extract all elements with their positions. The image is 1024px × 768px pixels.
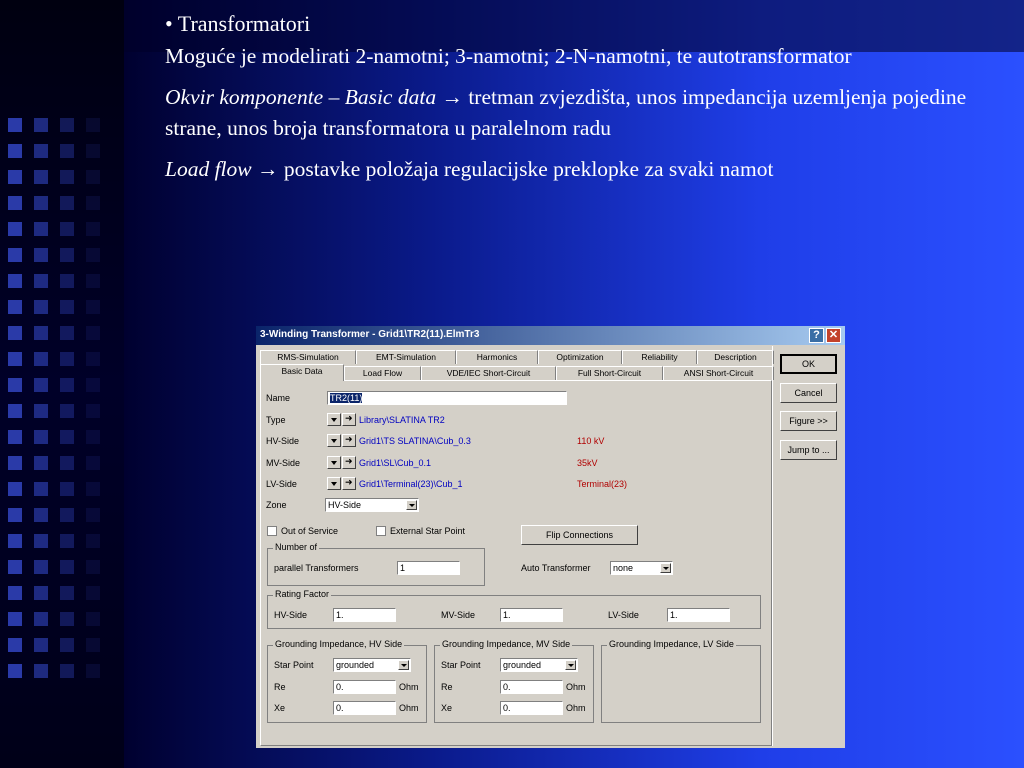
decorative-square [60, 300, 74, 314]
decorative-square [34, 638, 48, 652]
hv-jump-button[interactable] [342, 434, 356, 447]
decorative-square [8, 326, 22, 340]
decorative-square-row [8, 638, 128, 664]
decorative-square [60, 196, 74, 210]
decorative-square [8, 586, 22, 600]
decorative-square [34, 482, 48, 496]
decorative-square-row [8, 664, 128, 690]
decorative-square-row [8, 404, 128, 430]
decorative-square [86, 534, 100, 548]
decorative-square [86, 456, 100, 470]
decorative-square [34, 534, 48, 548]
decorative-square [60, 638, 74, 652]
hv-xe-input[interactable]: 0. [333, 701, 396, 715]
decorative-square [86, 144, 100, 158]
out-of-service-checkbox[interactable] [267, 526, 277, 536]
cancel-button[interactable]: Cancel [780, 383, 837, 403]
tab-full-short-circuit[interactable]: Full Short-Circuit [556, 366, 663, 380]
decorative-square [8, 664, 22, 678]
mv-side-label: MV-Side [266, 458, 301, 468]
decorative-square [34, 456, 48, 470]
slide-text [165, 8, 995, 195]
mv-star-point-select[interactable] [500, 658, 578, 672]
mv-xe-input[interactable]: 0. [500, 701, 563, 715]
decorative-square [60, 222, 74, 236]
grounding-hv-caption: Grounding Impedance, HV Side [275, 639, 403, 649]
decorative-square [86, 482, 100, 496]
decorative-square-row [8, 586, 128, 612]
decorative-square [60, 560, 74, 574]
decorative-square [34, 508, 48, 522]
external-star-point-checkbox[interactable] [376, 526, 386, 536]
decorative-square [60, 274, 74, 288]
decorative-square [34, 222, 48, 236]
decorative-square [60, 248, 74, 262]
decorative-square [86, 586, 100, 600]
tab-reliability[interactable]: Reliability [622, 350, 697, 364]
tab-harmonics[interactable]: Harmonics [456, 350, 538, 364]
decorative-square [60, 664, 74, 678]
basic-data-panel [260, 380, 772, 746]
lv-side-value[interactable]: Grid1\Terminal(23)\Cub_1 [359, 479, 463, 489]
decorative-square [86, 430, 100, 444]
auto-transformer-select[interactable] [610, 561, 673, 575]
decorative-square-row [8, 326, 128, 352]
decorative-square [8, 118, 22, 132]
decorative-square [86, 326, 100, 340]
decorative-square [8, 482, 22, 496]
decorative-square [34, 326, 48, 340]
flip-connections-button[interactable]: Flip Connections [521, 525, 638, 545]
decorative-square-row [8, 352, 128, 378]
paragraph-3-italic: Load flow [165, 157, 252, 181]
decorative-square-row [8, 378, 128, 404]
tab-basic-data[interactable]: Basic Data [260, 364, 344, 381]
hv-re-label: Re [274, 682, 286, 692]
hv-re-unit: Ohm [399, 682, 419, 692]
decorative-square [86, 222, 100, 236]
name-label: Name [266, 393, 291, 403]
chevron-down-icon [398, 660, 409, 670]
type-value[interactable]: Library\SLATINA TR2 [359, 415, 445, 425]
decorative-square [86, 508, 100, 522]
tab-vde-iec-short-circuit[interactable]: VDE/IEC Short-Circuit [421, 366, 556, 380]
decorative-square [8, 378, 22, 392]
paragraph-2-rest: → tretman zvjezdišta, unos impedancija uzemljenja pojedine strane, unos broja transformatora u paralelnom radu [165, 85, 967, 140]
decorative-square-row [8, 170, 128, 196]
hv-re-input[interactable]: 0. [333, 680, 396, 694]
grounding-lv-group [601, 639, 761, 723]
decorative-square [34, 664, 48, 678]
rating-hv-input[interactable]: 1. [333, 608, 396, 622]
type-select-button[interactable] [327, 413, 341, 426]
hv-side-info: 110 kV [577, 436, 605, 446]
external-star-point-label: External Star Point [390, 526, 466, 536]
tab-description[interactable]: Description [697, 350, 774, 364]
hv-star-point-label: Star Point [274, 660, 314, 670]
decorative-square-row [8, 222, 128, 248]
paragraph-3 [165, 154, 995, 185]
mv-select-button[interactable] [327, 456, 341, 469]
rating-hv-label: HV-Side [274, 610, 308, 620]
parallel-transformers-label: parallel Transformers [274, 563, 359, 573]
lv-side-label: LV-Side [266, 479, 297, 489]
decorative-square [8, 638, 22, 652]
jump-to-button[interactable]: Jump to ... [780, 440, 837, 460]
side-separator [772, 346, 773, 746]
decorative-square-row [8, 560, 128, 586]
type-jump-button[interactable] [342, 413, 356, 426]
decorative-square [34, 300, 48, 314]
decorative-square [8, 612, 22, 626]
name-value: TR2(11) [330, 393, 363, 403]
decorative-square [8, 534, 22, 548]
decorative-square [34, 144, 48, 158]
decorative-square [86, 378, 100, 392]
rating-mv-label: MV-Side [441, 610, 476, 620]
decorative-square [60, 534, 74, 548]
decorative-square [34, 352, 48, 366]
decorative-square [8, 222, 22, 236]
decorative-square [86, 274, 100, 288]
zone-value: HV-Side [328, 500, 362, 510]
decorative-square-row [8, 196, 128, 222]
decorative-square [34, 248, 48, 262]
decorative-square [60, 456, 74, 470]
decorative-square [60, 352, 74, 366]
decorative-square [8, 248, 22, 262]
decorative-square [34, 170, 48, 184]
tab-emt-simulation[interactable]: EMT-Simulation [356, 350, 456, 364]
decorative-square [86, 560, 100, 574]
tab-load-flow[interactable]: Load Flow [344, 366, 421, 380]
decorative-square [86, 612, 100, 626]
hv-xe-label: Xe [274, 703, 286, 713]
mv-jump-button[interactable] [342, 456, 356, 469]
decorative-square [8, 456, 22, 470]
decorative-square [86, 664, 100, 678]
decorative-square [86, 248, 100, 262]
decorative-square [34, 274, 48, 288]
decorative-square [8, 508, 22, 522]
hv-star-point-value: grounded [336, 660, 375, 670]
mv-side-value[interactable]: Grid1\SL\Cub_0.1 [359, 458, 432, 468]
tab-optimization[interactable]: Optimization [538, 350, 622, 364]
auto-transformer-label: Auto Transformer [521, 563, 591, 573]
decorative-square [86, 352, 100, 366]
tab-rms-simulation[interactable]: RMS-Simulation [260, 350, 356, 364]
decorative-square-row [8, 118, 128, 144]
figure-button[interactable]: Figure >> [780, 411, 837, 431]
decorative-square [60, 482, 74, 496]
decorative-square [34, 196, 48, 210]
decorative-square [34, 404, 48, 418]
decorative-square [8, 170, 22, 184]
name-input[interactable] [327, 391, 567, 405]
lv-side-info: Terminal(23) [577, 479, 628, 489]
decorative-square-row [8, 612, 128, 638]
decorative-square [86, 196, 100, 210]
decorative-square [60, 586, 74, 600]
grounding-lv-caption: Grounding Impedance, LV Side [609, 639, 734, 649]
decorative-square [86, 638, 100, 652]
decorative-square [8, 144, 22, 158]
mv-side-info: 35kV [577, 458, 598, 468]
decorative-square [86, 170, 100, 184]
hv-side-value[interactable]: Grid1\TS SLATINA\Cub_0.3 [359, 436, 471, 446]
rating-mv-input[interactable]: 1. [500, 608, 563, 622]
decorative-square [8, 196, 22, 210]
hv-star-point-select[interactable] [333, 658, 411, 672]
help-button[interactable]: ? [809, 328, 824, 343]
decorative-square [8, 274, 22, 288]
decorative-square [60, 326, 74, 340]
grounding-mv-caption: Grounding Impedance, MV Side [442, 639, 571, 649]
decorative-square [34, 586, 48, 600]
decorative-square [60, 404, 74, 418]
decorative-square-row [8, 430, 128, 456]
chevron-down-icon [406, 500, 417, 510]
paragraph-3-rest: → postavke položaja regulacijske preklopke za svaki namot [251, 157, 774, 181]
chevron-down-icon [660, 563, 671, 573]
lv-select-button[interactable] [327, 477, 341, 490]
mv-xe-unit: Ohm [566, 703, 586, 713]
decorative-square [34, 430, 48, 444]
hv-side-label: HV-Side [266, 436, 300, 446]
mv-re-input[interactable]: 0. [500, 680, 563, 694]
hv-select-button[interactable] [327, 434, 341, 447]
decorative-square [60, 170, 74, 184]
decorative-square [86, 404, 100, 418]
zone-label: Zone [266, 500, 287, 510]
chevron-down-icon [565, 660, 576, 670]
mv-re-label: Re [441, 682, 453, 692]
rating-factor-caption: Rating Factor [275, 589, 330, 599]
rating-lv-label: LV-Side [608, 610, 639, 620]
number-of-caption: Number of [275, 542, 318, 552]
decorative-square-row [8, 248, 128, 274]
decorative-square [60, 378, 74, 392]
decorative-square-row [8, 144, 128, 170]
decorative-square-row [8, 508, 128, 534]
decorative-square [34, 612, 48, 626]
paragraph-2 [165, 82, 995, 144]
decorative-square [8, 430, 22, 444]
decorative-square [60, 508, 74, 522]
dialog-title: 3-Winding Transformer - Grid1\TR2(11).ElmTr3 [260, 329, 480, 340]
transformer-dialog [256, 326, 845, 748]
parallel-transformers-input[interactable]: 1 [397, 561, 460, 575]
auto-transformer-value: none [613, 563, 634, 573]
decorative-square [60, 430, 74, 444]
dialog-titlebar[interactable] [256, 326, 845, 345]
decorative-square-row [8, 274, 128, 300]
decorative-square [34, 560, 48, 574]
decorative-square-row [8, 534, 128, 560]
paragraph-1: Moguće je modelirati 2-namotni; 3-namotni; 2-N-namotni, te autotransformator [165, 44, 852, 68]
decorative-square [8, 352, 22, 366]
close-button[interactable]: ✕ [826, 328, 841, 343]
rating-lv-input[interactable]: 1. [667, 608, 730, 622]
zone-select[interactable] [325, 498, 419, 512]
type-label: Type [266, 415, 286, 425]
hv-xe-unit: Ohm [399, 703, 419, 713]
decorative-square [8, 300, 22, 314]
out-of-service-label: Out of Service [281, 526, 339, 536]
paragraph-2-italic: Okvir komponente – Basic data [165, 85, 437, 109]
decorative-square [86, 300, 100, 314]
decorative-square [86, 118, 100, 132]
mv-star-point-value: grounded [503, 660, 542, 670]
mv-xe-label: Xe [441, 703, 453, 713]
decorative-squares [8, 118, 128, 690]
decorative-square [34, 378, 48, 392]
decorative-square [34, 118, 48, 132]
decorative-square [60, 144, 74, 158]
decorative-square [60, 118, 74, 132]
mv-star-point-label: Star Point [441, 660, 481, 670]
decorative-square [8, 560, 22, 574]
tab-ansi-short-circuit[interactable]: ANSI Short-Circuit [663, 366, 774, 380]
slide-title: • Transformatori [165, 11, 311, 36]
decorative-square [8, 404, 22, 418]
decorative-square-row [8, 300, 128, 326]
lv-jump-button[interactable] [342, 477, 356, 490]
decorative-square-row [8, 456, 128, 482]
decorative-square-row [8, 482, 128, 508]
ok-button[interactable]: OK [780, 354, 837, 374]
mv-re-unit: Ohm [566, 682, 586, 692]
decorative-square [60, 612, 74, 626]
